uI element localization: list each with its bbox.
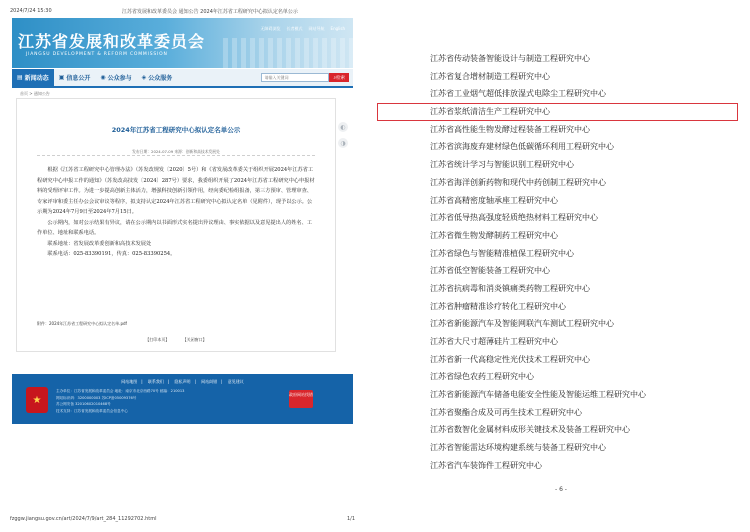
attachment-link[interactable]: 附件：2024年江苏省工程研究中心拟认定名单.pdf bbox=[37, 321, 127, 326]
nav-info-disclosure[interactable] bbox=[54, 69, 96, 86]
article-meta: 发布日期：2024-07-09 来源：创新和高技术发展处 bbox=[132, 149, 220, 154]
footer-link[interactable]: 网站地图 bbox=[121, 379, 138, 384]
highlight-box bbox=[377, 103, 738, 121]
nav-label: 公众服务 bbox=[148, 75, 173, 82]
print-url: fzggw.jiangsu.gov.cn/art/2024/7/9/art_284_11292702.html bbox=[10, 516, 157, 522]
divider bbox=[37, 155, 315, 156]
nav-news[interactable] bbox=[12, 69, 54, 86]
print-page-count: 1/1 bbox=[346, 516, 355, 522]
footer-line: 网站标识码：3200000003 苏ICP备05009376号 bbox=[56, 395, 137, 400]
printed-list-page bbox=[375, 0, 750, 532]
page-number: - 6 - bbox=[555, 486, 567, 493]
paragraph: 公示期内，如对公示结果有异议，请在公示期内以书面形式实名提出异议理由、事实依据以及意见提出人的姓名、工作单位、地址和联系电话。 bbox=[37, 219, 312, 236]
footer-link[interactable]: 意见建议 bbox=[227, 379, 244, 384]
people-icon: ◉ bbox=[100, 74, 106, 81]
breadcrumb: 首页 > 通知公告 bbox=[20, 91, 50, 96]
list-item: 江苏省低空智能装备工程研究中心 bbox=[430, 266, 550, 276]
print-page-button[interactable]: 【打印本页】 bbox=[145, 337, 170, 342]
wechat-icon[interactable]: ◑ bbox=[338, 138, 348, 148]
website-screenshot bbox=[12, 18, 353, 424]
print-doc-title: 江苏省发展和改革委员会 通知公告 2024年江苏省工程研究中心拟认定名单公示 bbox=[122, 9, 298, 15]
list-item: 江苏省智能雷达环境构建系统与装备工程研究中心 bbox=[430, 443, 606, 453]
weibo-icon[interactable]: ◐ bbox=[338, 122, 348, 132]
footer-line: 主办单位：江苏省发展和改革委员会 地址：南京市北京西路70号 邮编：210013 bbox=[56, 389, 185, 393]
nav-label: 公众参与 bbox=[107, 75, 132, 82]
search-button[interactable] bbox=[329, 73, 349, 82]
main-navbar bbox=[12, 69, 353, 88]
list-item: 江苏省新能源汽车及智能网联汽车测试工程研究中心 bbox=[430, 319, 614, 329]
list-item: 江苏省新一代高稳定性光伏技术工程研究中心 bbox=[430, 354, 590, 364]
article-title: 2024年江苏省工程研究中心拟认定名单公示 bbox=[111, 126, 241, 134]
list-item: 江苏省高性能生物发酵过程装备工程研究中心 bbox=[430, 124, 590, 134]
search-input[interactable] bbox=[261, 73, 329, 82]
list-item: 江苏省大尺寸超薄硅片工程研究中心 bbox=[430, 337, 558, 346]
document-icon: ▣ bbox=[58, 74, 65, 81]
article-actions bbox=[17, 337, 335, 343]
paragraph: 联系地址：省发展改革委创新和高技术发展处 bbox=[47, 240, 152, 247]
search-icon: ⌕ bbox=[333, 75, 336, 81]
national-emblem-icon: ★ bbox=[26, 387, 48, 413]
list-item: 江苏省微生物发酵制药工程研究中心 bbox=[430, 230, 558, 240]
list-item: 江苏省滨海废弃建材绿色低碳循环利用工程研究中心 bbox=[430, 142, 614, 152]
skyline-graphic bbox=[223, 38, 353, 68]
top-links bbox=[261, 26, 345, 32]
site-banner bbox=[12, 18, 353, 68]
article-body bbox=[37, 165, 315, 260]
list-item: 江苏省聚酯合成及可再生技术工程研究中心 bbox=[430, 407, 582, 417]
top-link[interactable]: 长者模式 bbox=[286, 26, 303, 31]
nav-public-service[interactable] bbox=[137, 69, 178, 86]
list-item: 江苏省抗病毒和消炎镇痛类药物工程研究中心 bbox=[430, 283, 590, 293]
list-item: 江苏省低导热高强度轻质绝热材料工程研究中心 bbox=[430, 213, 598, 223]
list-item: 江苏省工业烟气超低排放湿式电除尘工程研究中心 bbox=[430, 89, 606, 99]
list-item: 江苏省数智化金属材料成形关键技术及装备工程研究中心 bbox=[430, 425, 630, 435]
list-item: 江苏省汽车装饰件工程研究中心 bbox=[430, 460, 542, 470]
footer-links: 网站地图 | 联系我们 | 隐私声明 | 网站纠错 | 意见建议 bbox=[121, 379, 244, 384]
top-link[interactable]: 网站导航 bbox=[308, 26, 325, 31]
top-link[interactable]: English bbox=[330, 26, 345, 31]
site-search bbox=[261, 73, 349, 82]
list-item: 江苏省新能源汽车储备电能安全性能及智能运维工程研究中心 bbox=[430, 390, 646, 400]
footer-line: 苏公网安备 32010602010468号 bbox=[56, 402, 111, 407]
nav-label: 新闻动态 bbox=[24, 75, 49, 82]
footer-link[interactable]: 隐私声明 bbox=[174, 379, 191, 384]
list-item: 江苏省绿色与智能精准植保工程研究中心 bbox=[430, 248, 574, 258]
list-item: 江苏省浆纸清洁生产工程研究中心 bbox=[430, 107, 550, 117]
site-name-en: JIANGSU DEVELOPMENT & REFORM COMMISSION bbox=[26, 52, 168, 57]
paragraph: 联系电话：025-83390191，传真：025-83390254。 bbox=[47, 251, 176, 257]
nav-public-participation[interactable] bbox=[95, 69, 136, 86]
news-icon: ▤ bbox=[17, 74, 23, 81]
share-icons bbox=[338, 122, 348, 148]
list-item: 江苏省复合增材制造工程研究中心 bbox=[430, 71, 550, 81]
list-item: 江苏省海洋创新药物和现代中药创制工程研究中心 bbox=[430, 177, 606, 187]
close-window-button[interactable]: 【关闭窗口】 bbox=[182, 337, 207, 342]
list-item: 江苏省肿瘤精准诊疗转化工程研究中心 bbox=[430, 301, 566, 311]
paragraph: 根据《江苏省工程研究中心管理办法》（苏发改规发〔2020〕5号）和《省发展改革委关于组织开展2024年江苏省工程研究中心申报工作的通知》（苏发改高技发〔2024〕287号）要求，我委组织开展了2024年江苏省工程研究中心申报材料的受理评审工作。为进一步提高创新主体活力，增强科技创新引领作用，经向委纪检组报备，第三方预审、管理审查、专家评审和委主任办公会议审议等程序，拟支持认定2024年江苏省工程研究中心拟认定名单（见附件），现予以公示。公示期为2024年7月9日至2024年7月15日。 bbox=[37, 167, 315, 215]
footer-line: 技术支持：江苏省发展和改革委员会信息中心 bbox=[56, 408, 128, 413]
footer-link[interactable]: 网站纠错 bbox=[201, 379, 218, 384]
list-item: 江苏省绿色农药工程研究中心 bbox=[430, 372, 534, 382]
error-report-badge[interactable]: 政府网站找错 bbox=[289, 390, 313, 408]
footer-info bbox=[56, 388, 184, 414]
footer-link[interactable]: 联系我们 bbox=[147, 379, 164, 384]
print-datetime: 2024/7/24 15:30 bbox=[10, 8, 52, 14]
search-button-label: 检索 bbox=[336, 75, 345, 81]
list-item: 江苏省传动装备智能设计与制造工程研究中心 bbox=[430, 54, 590, 63]
list-item: 江苏省高精密度轴承座工程研究中心 bbox=[430, 195, 558, 205]
site-footer bbox=[12, 374, 353, 424]
nav-label: 信息公开 bbox=[66, 75, 91, 82]
top-link[interactable]: 无障碍浏览 bbox=[260, 26, 281, 31]
article-panel bbox=[16, 98, 336, 352]
service-icon: ◈ bbox=[141, 74, 147, 81]
site-name-cn: 江苏省发展和改革委员会 bbox=[18, 32, 206, 51]
list-item: 江苏省统计学习与智能识别工程研究中心 bbox=[430, 160, 574, 170]
